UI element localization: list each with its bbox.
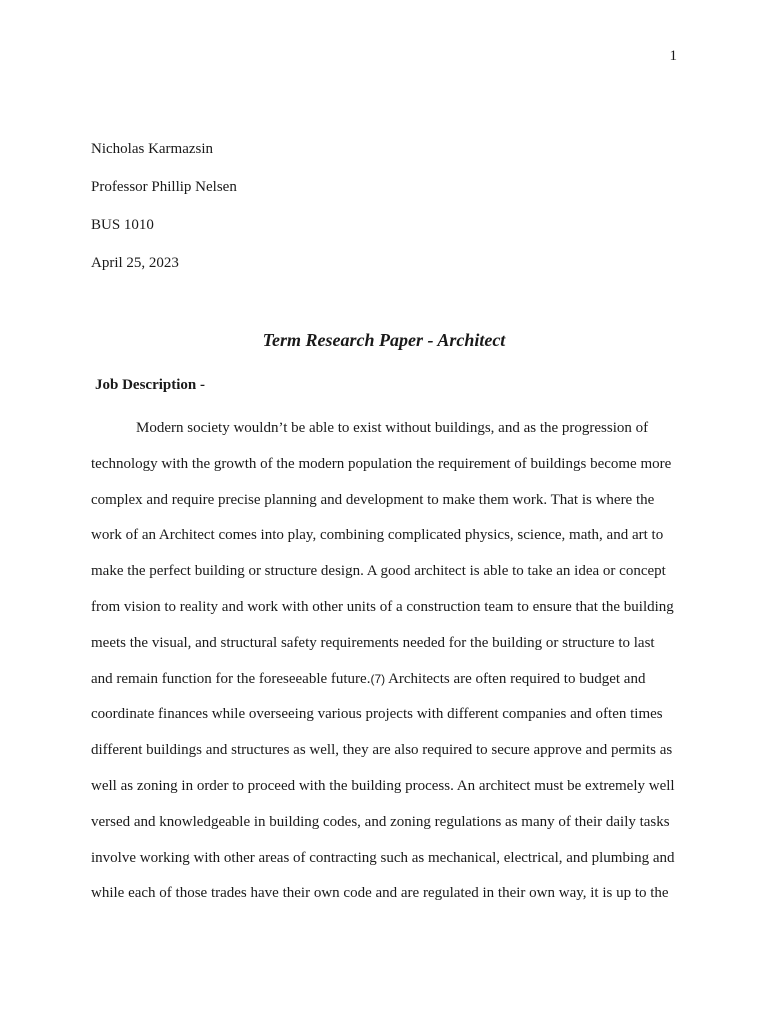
body-line-text: and remain function for the foreseeable future. — [91, 670, 371, 687]
body-line: different buildings and structures as well, they are also required to secure approve and permits as — [91, 742, 673, 759]
body-line-tail: Architects are often required to budget and — [385, 670, 646, 687]
professor-name: Professor Phillip Nelsen — [91, 179, 237, 195]
body-line: complex and require precise planning and development to make them work. That is where the — [91, 491, 655, 508]
author-name: Nicholas Karmazsin — [91, 141, 214, 157]
page-number: 1 — [669, 48, 677, 64]
citation-marker: (7) — [370, 671, 386, 686]
body-line: coordinate finances while overseeing various projects with different companies and often times — [91, 706, 663, 723]
body-line: while each of those trades have their own code and are regulated in their own way, it is up to the — [91, 885, 669, 902]
body-line: Modern society wouldn’t be able to exist without buildings, and as the progression of — [136, 420, 649, 436]
paper-heading — [91, 130, 237, 282]
body-line-with-citation — [91, 662, 681, 698]
course-code: BUS 1010 — [91, 217, 154, 233]
body-line: involve working with other areas of contracting such as mechanical, electrical, and plumbing and — [91, 849, 675, 866]
body-line: technology with the growth of the modern population the requirement of buildings become more — [91, 455, 672, 472]
body-line: work of an Architect comes into play, combining complicated physics, science, math, and art to — [91, 527, 664, 544]
body-line: make the perfect building or structure design. A good architect is able to take an idea or concept — [91, 563, 666, 580]
body-paragraph — [91, 411, 681, 912]
section-heading-job-description: Job Description - — [95, 377, 205, 393]
body-line: from vision to reality and work with other units of a construction team to ensure that the building — [91, 598, 674, 615]
body-line: versed and knowledgeable in building codes, and zoning regulations as many of their daily tasks — [91, 813, 670, 830]
body-line: meets the visual, and structural safety requirements needed for the building or structure to last — [91, 634, 655, 651]
paper-title: Term Research Paper - Architect — [262, 330, 506, 350]
paper-date: April 25, 2023 — [91, 255, 179, 271]
body-line: well as zoning in order to proceed with the building process. An architect must be extremely well — [91, 777, 675, 794]
